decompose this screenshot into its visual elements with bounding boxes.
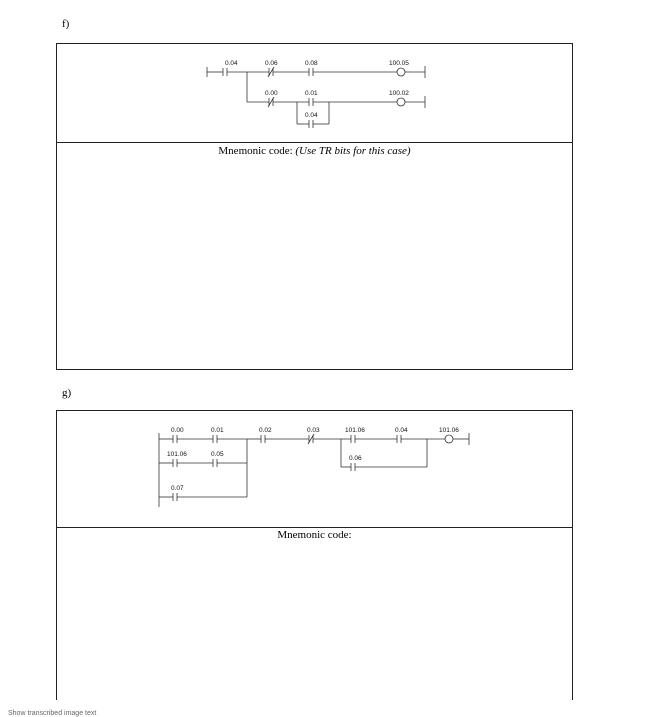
label-0-01: 0.01 bbox=[211, 427, 224, 434]
label-0-04-branch: 0.04 bbox=[305, 112, 318, 119]
problem-g-box bbox=[56, 410, 573, 700]
ladder-diagram-g bbox=[57, 411, 574, 531]
label-0-00: 0.00 bbox=[171, 427, 184, 434]
label-101-06-b: 101.06 bbox=[345, 427, 365, 434]
section-divider-f bbox=[57, 142, 572, 143]
label-0-04: 0.04 bbox=[395, 427, 408, 434]
mnemonic-heading-g bbox=[57, 529, 572, 541]
label-coil-101-06: 101.06 bbox=[439, 427, 459, 434]
label-0-08: 0.08 bbox=[305, 60, 318, 67]
problem-g-label: g) bbox=[62, 387, 72, 399]
mnemonic-note-f: (Use TR bits for this case) bbox=[295, 145, 411, 157]
label-100-02: 100.02 bbox=[389, 90, 409, 97]
coil-100-02 bbox=[397, 98, 405, 106]
problem-f-box bbox=[56, 43, 573, 370]
label-0-07: 0.07 bbox=[171, 485, 184, 492]
ladder-diagram-f bbox=[57, 44, 574, 144]
label-0-00: 0.00 bbox=[265, 90, 278, 97]
label-101-06-a: 101.06 bbox=[167, 451, 187, 458]
problem-f-label: f) bbox=[62, 18, 70, 30]
show-transcribed-text-link[interactable]: Show transcribed image text bbox=[8, 710, 97, 717]
section-divider-g bbox=[57, 527, 572, 528]
mnemonic-heading-f bbox=[57, 145, 572, 157]
label-0-06: 0.06 bbox=[349, 455, 362, 462]
coil-100-05 bbox=[397, 68, 405, 76]
label-100-05: 100.05 bbox=[389, 60, 409, 67]
label-0-01: 0.01 bbox=[305, 90, 318, 97]
mnemonic-label-f: Mnemonic code: bbox=[218, 145, 293, 157]
label-0-06: 0.06 bbox=[265, 60, 278, 67]
label-0-05: 0.05 bbox=[211, 451, 224, 458]
label-0-02: 0.02 bbox=[259, 427, 272, 434]
label-0-03: 0.03 bbox=[307, 427, 320, 434]
label-0-04: 0.04 bbox=[225, 60, 238, 67]
mnemonic-label-g: Mnemonic code: bbox=[277, 529, 352, 541]
